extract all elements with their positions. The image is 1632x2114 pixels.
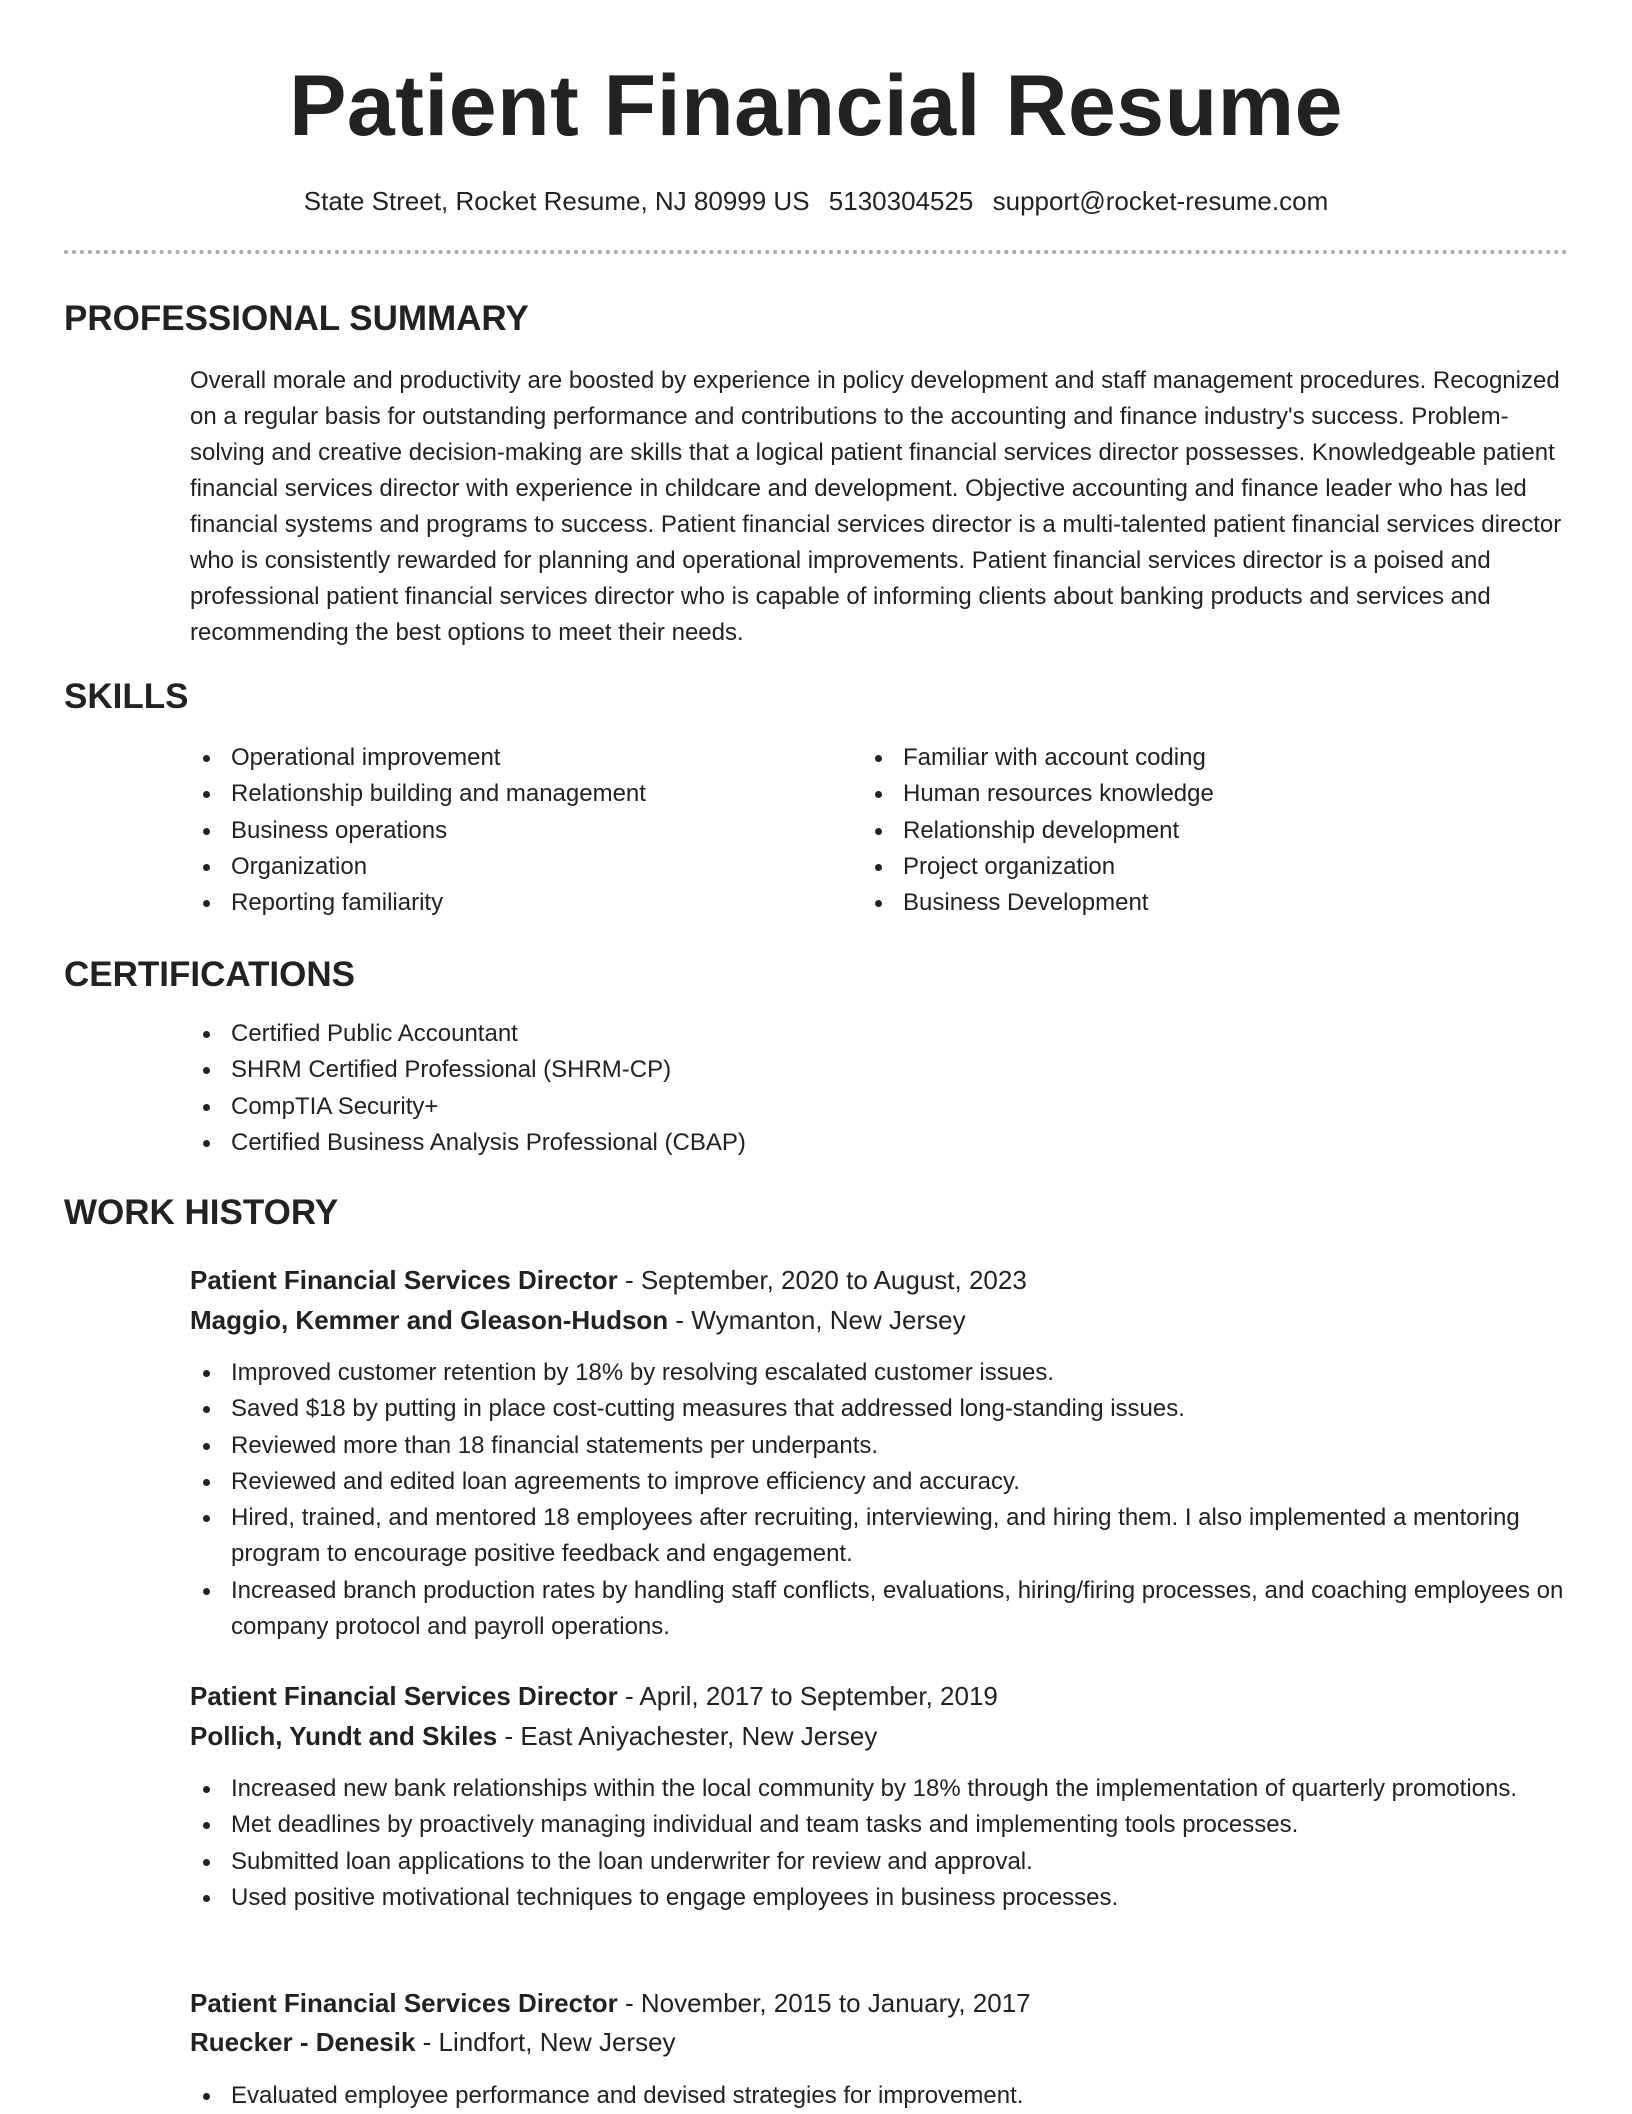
job-title-line: [190, 1985, 1031, 2021]
summary-heading: PROFESSIONAL SUMMARY: [64, 299, 529, 338]
job-dates: - November, 2015 to January, 2017: [617, 1988, 1031, 2018]
contact-email: support@rocket-resume.com: [992, 186, 1329, 216]
list-item: Business operations: [188, 813, 848, 849]
job-company: Ruecker - Denesik: [190, 2027, 416, 2057]
job-bullets: [188, 1355, 1573, 1645]
job-bullets: [188, 2078, 1573, 2114]
job-title-line: [190, 1262, 1027, 1298]
job-dates: - April, 2017 to September, 2019: [617, 1681, 998, 1711]
list-item: Reviewed and edited loan agreements to improve efficiency and accuracy.: [188, 1464, 1573, 1500]
list-item: Human resources knowledge: [860, 776, 1560, 812]
skills-heading: SKILLS: [64, 677, 189, 716]
list-item: Organization: [188, 849, 848, 885]
job-location: - Lindfort, New Jersey: [415, 2027, 676, 2057]
list-item: Met deadlines by proactively managing individual and team tasks and implementing tools processes.: [188, 1807, 1573, 1843]
list-item: Saved $18 by putting in place cost-cutting measures that addressed long-standing issues.: [188, 1391, 1573, 1427]
skills-list-left: [188, 740, 848, 921]
job-role: Patient Financial Services Director: [190, 1988, 618, 2018]
work-history-heading: WORK HISTORY: [64, 1193, 339, 1232]
list-item: Relationship development: [860, 813, 1560, 849]
list-item: Hired, trained, and mentored 18 employees after recruiting, interviewing, and hiring them. I also implemented a mentoring program to encourage positive feedback and engagement.: [188, 1500, 1573, 1573]
certifications-heading: CERTIFICATIONS: [64, 955, 356, 994]
job-company: Pollich, Yundt and Skiles: [190, 1721, 498, 1751]
list-item: Evaluated employee performance and devised strategies for improvement.: [188, 2078, 1573, 2114]
contact-line: [0, 184, 1632, 218]
list-item: CompTIA Security+: [188, 1089, 1568, 1125]
list-item: SHRM Certified Professional (SHRM-CP): [188, 1052, 1568, 1088]
job-company-line: [190, 2024, 676, 2060]
list-item: Certified Public Accountant: [188, 1016, 1568, 1052]
certifications-list: [188, 1016, 1568, 1161]
job-company: Maggio, Kemmer and Gleason-Hudson: [190, 1305, 669, 1335]
contact-phone: 5130304525: [828, 186, 974, 216]
list-item: Increased new bank relationships within the local community by 18% through the implementation of quarterly promotions.: [188, 1771, 1573, 1807]
list-item: Submitted loan applications to the loan underwriter for review and approval.: [188, 1844, 1573, 1880]
list-item: Improved customer retention by 18% by resolving escalated customer issues.: [188, 1355, 1573, 1391]
job-location: - East Aniyachester, New Jersey: [497, 1721, 878, 1751]
job-title-line: [190, 1678, 998, 1714]
list-item: Used positive motivational techniques to engage employees in business processes.: [188, 1880, 1573, 1916]
job-location: - Wymanton, New Jersey: [668, 1305, 966, 1335]
list-item: Reviewed more than 18 financial statements per underpants.: [188, 1428, 1573, 1464]
job-role: Patient Financial Services Director: [190, 1265, 618, 1295]
job-dates: - September, 2020 to August, 2023: [617, 1265, 1027, 1295]
job-company-line: [190, 1302, 966, 1338]
list-item: Familiar with account coding: [860, 740, 1560, 776]
summary-text: Overall morale and productivity are boosted by experience in policy development and staff management procedures. Recognized on a regular basis for outstanding performance and contributions to the accounting and finance industry's success. Problem-solving and creative decision-making are skills that a logical patient financial services director possesses. Knowledgeable patient financial services director with experience in childcare and development. Objective accounting and finance leader who has led financial systems and programs to success. Patient financial services director is a multi-talented patient financial services director who is consistently rewarded for planning and operational improvements. Patient financial services director is a poised and professional patient financial services director who is capable of informing clients about banking products and services and recommending the best options to meet their needs.: [190, 367, 1562, 646]
list-item: Reporting familiarity: [188, 885, 848, 921]
job-bullets: [188, 1771, 1573, 1916]
list-item: Certified Business Analysis Professional (CBAP): [188, 1125, 1568, 1161]
list-item: Increased branch production rates by handling staff conflicts, evaluations, hiring/firing processes, and coaching employees on company protocol and payroll operations.: [188, 1573, 1573, 1646]
resume-name: Patient Financial Resume: [289, 58, 1343, 154]
header-divider: [64, 250, 1568, 254]
list-item: Operational improvement: [188, 740, 848, 776]
skills-list-right: [860, 740, 1560, 921]
list-item: Relationship building and management: [188, 776, 848, 812]
contact-address: State Street, Rocket Resume, NJ 80999 US: [303, 186, 810, 216]
list-item: Business Development: [860, 885, 1560, 921]
job-role: Patient Financial Services Director: [190, 1681, 618, 1711]
job-company-line: [190, 1718, 877, 1754]
list-item: Project organization: [860, 849, 1560, 885]
